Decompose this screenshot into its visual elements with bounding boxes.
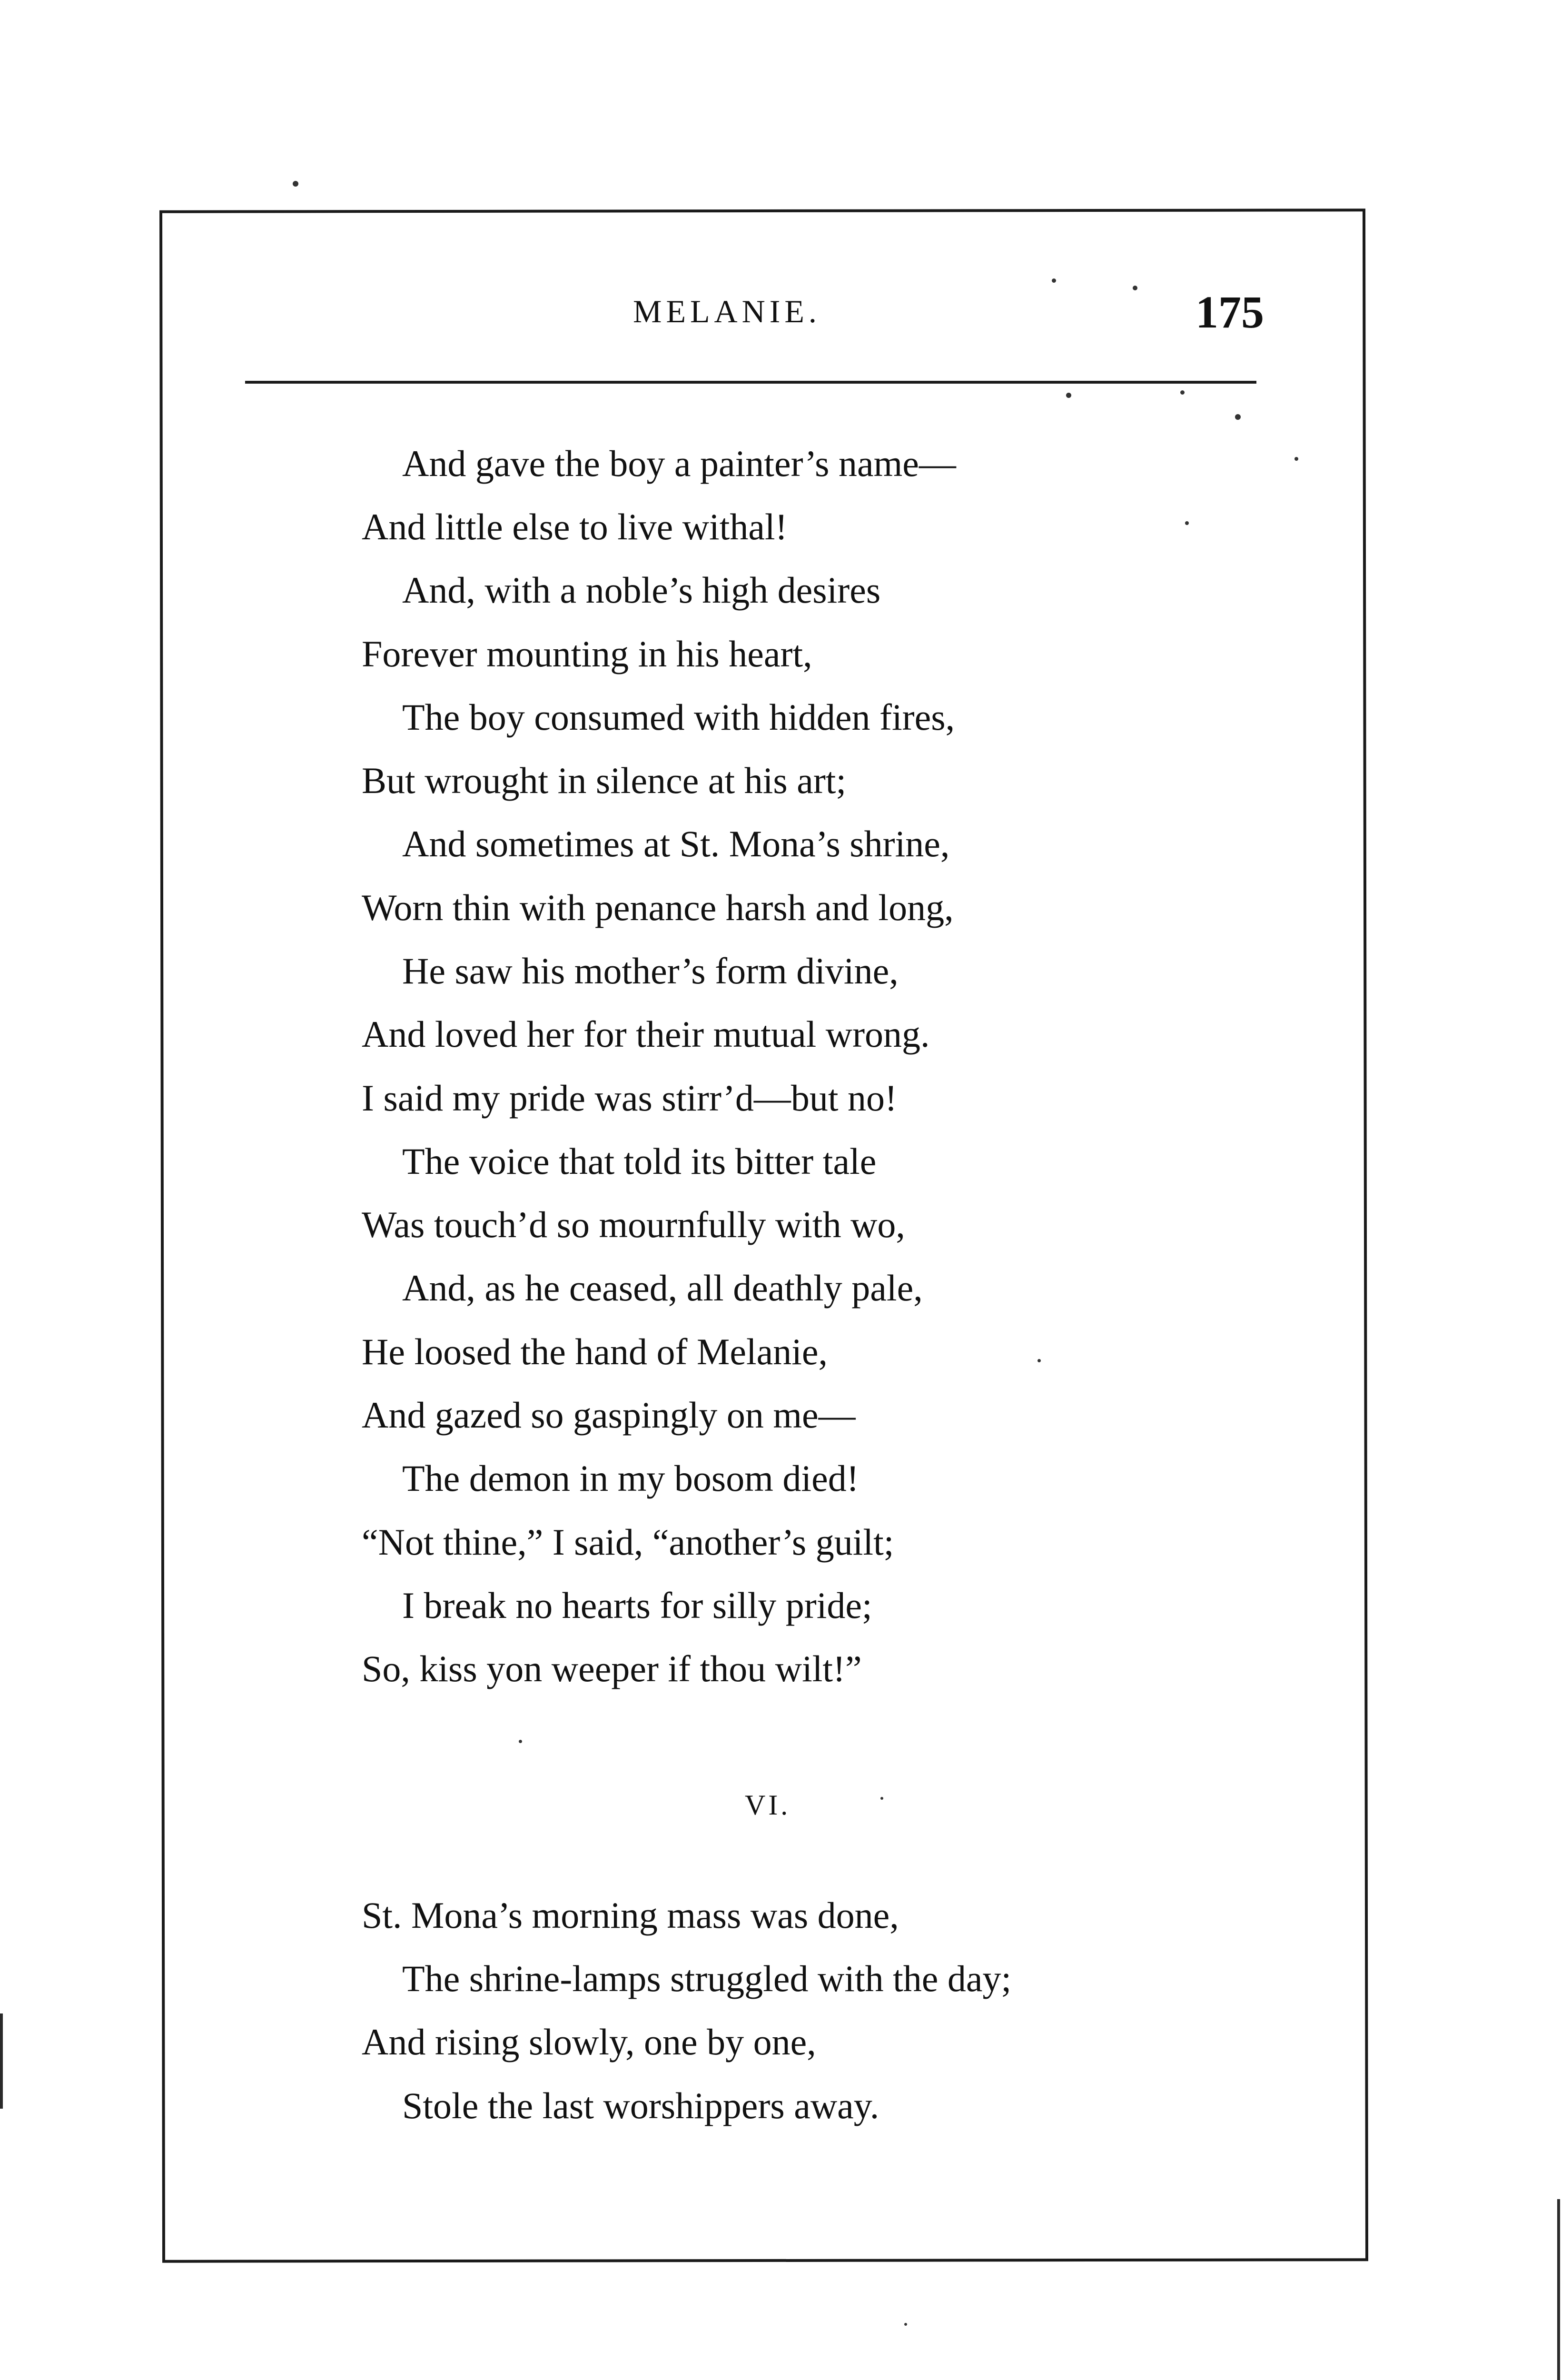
verse-line: Was touch’d so mournfully with wo, (362, 1204, 905, 1245)
verse-line: St. Mona’s morning mass was done, (362, 1894, 899, 1936)
header-rule (245, 381, 1256, 384)
verse-line: And, as he ceased, all deathly pale, (402, 1267, 923, 1309)
verse-line: I said my pride was stirr’d—but no! (362, 1077, 898, 1119)
verse-line: Stole the last worshippers away. (402, 2085, 879, 2126)
verse-line: And little else to live withal! (362, 506, 788, 547)
verse-line: And gave the boy a painter’s name— (402, 443, 956, 484)
verse-line: And rising slowly, one by one, (362, 2021, 816, 2063)
verse-line: The demon in my bosom died! (402, 1458, 859, 1499)
verse-line: The boy consumed with hidden fires, (402, 696, 955, 738)
verse-line: “Not thine,” I said, “another’s guilt; (362, 1521, 894, 1563)
scan-margin-mark-left (0, 2013, 3, 2109)
verse-line: Worn thin with penance harsh and long, (362, 887, 954, 928)
verse-line: The shrine-lamps struggled with the day; (402, 1958, 1012, 1999)
verse-line: Forever mounting in his heart, (362, 633, 812, 674)
verse-line: And, with a noble’s high desires (402, 569, 881, 611)
running-title: MELANIE. (633, 293, 821, 329)
verse-line: The voice that told its bitter tale (402, 1140, 877, 1182)
verse-line: But wrought in silence at his art; (362, 760, 847, 801)
verse-line: I break no hearts for silly pride; (402, 1585, 872, 1626)
verse-line: And sometimes at St. Mona’s shrine, (402, 823, 950, 864)
verse-line: He saw his mother’s form divine, (402, 950, 899, 992)
verse-line: He loosed the hand of Melanie, (362, 1331, 828, 1372)
page-number: 175 (1195, 287, 1264, 337)
verse-line: And loved her for their mutual wrong. (362, 1013, 930, 1055)
section-number: VI. (745, 1789, 791, 1821)
verse-line: So, kiss yon weeper if thou wilt!” (362, 1648, 862, 1689)
scan-margin-mark-right (1557, 2199, 1560, 2380)
verse-line: And gazed so gaspingly on me— (362, 1394, 856, 1436)
